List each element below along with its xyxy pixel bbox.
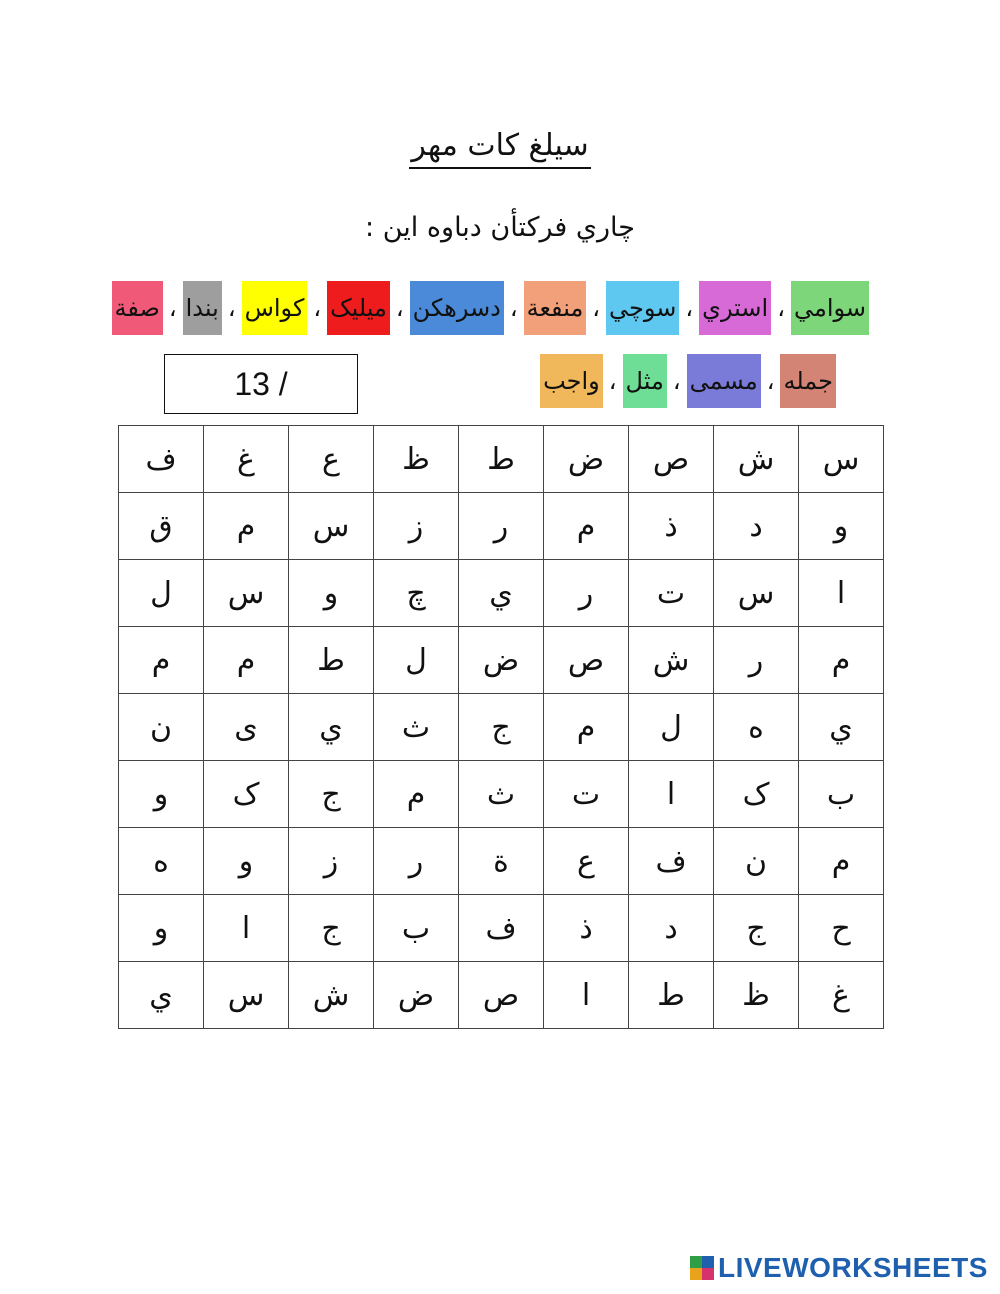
grid-row [119,761,884,828]
grid-row [119,426,884,493]
grid-cell[interactable]: م [119,627,204,694]
grid-row [119,493,884,560]
grid-cell[interactable]: ه [714,694,799,761]
grid-cell[interactable]: ف [119,426,204,493]
grid-cell[interactable]: م [544,694,629,761]
grid-cell[interactable]: س [204,962,289,1029]
target-word: مثل [623,354,667,408]
grid-cell[interactable]: ا [544,962,629,1029]
grid-cell[interactable]: ش [714,426,799,493]
grid-cell[interactable]: م [799,828,884,895]
grid-cell[interactable]: ت [629,560,714,627]
grid-row [119,560,884,627]
target-word: واجب [540,354,603,408]
grid-cell[interactable]: ة [459,828,544,895]
word-separator: ، [672,367,681,395]
grid-cell[interactable]: و [289,560,374,627]
grid-cell[interactable]: ي [119,962,204,1029]
grid-cell[interactable]: س [204,560,289,627]
grid-cell[interactable]: ط [629,962,714,1029]
grid-cell[interactable]: ص [459,962,544,1029]
target-word: مسمى [687,354,761,408]
grid-cell[interactable]: و [119,895,204,962]
grid-cell[interactable]: ل [119,560,204,627]
grid-cell[interactable]: س [289,493,374,560]
grid-cell[interactable]: ع [544,828,629,895]
grid-cell[interactable]: ج [289,761,374,828]
grid-cell[interactable]: غ [204,426,289,493]
grid-cell[interactable]: ف [459,895,544,962]
grid-cell[interactable]: ر [714,627,799,694]
grid-cell[interactable]: ذ [629,493,714,560]
grid-cell[interactable]: ذ [544,895,629,962]
grid-cell[interactable]: ا [204,895,289,962]
grid-row [119,828,884,895]
grid-cell[interactable]: ش [629,627,714,694]
word-separator: ، [685,294,694,322]
brand-name: LIVEWORKSHEETS [718,1252,988,1283]
grid-cell[interactable]: ک [714,761,799,828]
grid-cell[interactable]: د [629,895,714,962]
target-word: منفعة [524,281,587,335]
grid-cell[interactable]: ف [629,828,714,895]
grid-cell[interactable]: ط [459,426,544,493]
target-word: جمله [780,354,836,408]
grid-cell[interactable]: و [204,828,289,895]
grid-cell[interactable]: ث [459,761,544,828]
grid-cell[interactable]: ن [119,694,204,761]
grid-cell[interactable]: ظ [374,426,459,493]
word-separator: ، [509,294,518,322]
worksheet-title: سيلغ كات مهر [0,128,1000,164]
grid-cell[interactable]: ص [544,627,629,694]
target-word: سوامي [791,281,869,335]
target-word: بندا [183,281,222,335]
target-word: ميليک [327,281,390,335]
grid-cell[interactable]: ر [374,828,459,895]
grid-cell[interactable]: ح [799,895,884,962]
grid-cell[interactable]: ا [799,560,884,627]
word-separator: ، [608,367,617,395]
grid-row [119,694,884,761]
grid-cell[interactable]: ي [459,560,544,627]
grid-cell[interactable]: ل [629,694,714,761]
grid-cell[interactable]: م [204,493,289,560]
liveworksheets-logo-icon [690,1256,714,1280]
target-word: سوچي [606,281,679,335]
grid-row [119,627,884,694]
score-box: 13 / [164,354,358,414]
grid-cell[interactable]: ب [799,761,884,828]
grid-cell[interactable]: ز [374,493,459,560]
target-word: کواس [242,281,308,335]
grid-cell[interactable]: غ [799,962,884,1029]
grid-cell[interactable]: ض [544,426,629,493]
grid-cell[interactable]: م [374,761,459,828]
grid-cell[interactable]: ع [289,426,374,493]
grid-cell[interactable]: ج [714,895,799,962]
target-word: صفة [112,281,163,335]
target-word: استري [699,281,771,335]
grid-cell[interactable]: ل [374,627,459,694]
word-separator: ، [592,294,601,322]
grid-cell[interactable]: ج [459,694,544,761]
grid-cell[interactable]: م [544,493,629,560]
grid-cell[interactable]: ط [289,627,374,694]
grid-cell[interactable]: م [204,627,289,694]
grid-cell[interactable]: ص [629,426,714,493]
grid-cell[interactable]: ن [714,828,799,895]
word-separator: ، [227,294,236,322]
grid-cell[interactable]: ظ [714,962,799,1029]
grid-cell[interactable]: ت [544,761,629,828]
word-separator: ، [766,367,775,395]
grid-cell[interactable]: چ [374,560,459,627]
word-list-row-2 [540,354,836,408]
grid-cell[interactable]: م [799,627,884,694]
grid-cell[interactable]: د [714,493,799,560]
grid-cell[interactable]: ک [204,761,289,828]
grid-cell[interactable]: ي [289,694,374,761]
liveworksheets-branding [690,1250,988,1286]
grid-cell[interactable]: س [714,560,799,627]
grid-cell[interactable]: ر [544,560,629,627]
grid-cell[interactable]: و [799,493,884,560]
grid-cell[interactable]: ا [629,761,714,828]
word-search-grid[interactable] [118,425,884,1029]
grid-cell[interactable]: ض [459,627,544,694]
grid-cell[interactable]: ض [374,962,459,1029]
grid-cell[interactable]: ب [374,895,459,962]
word-separator: ، [313,294,322,322]
grid-row [119,895,884,962]
grid-cell[interactable]: ز [289,828,374,895]
grid-cell[interactable]: ق [119,493,204,560]
grid-cell[interactable]: ج [289,895,374,962]
grid-cell[interactable]: ش [289,962,374,1029]
word-separator: ، [395,294,404,322]
word-list-row-1 [112,281,870,335]
grid-cell[interactable]: ى [204,694,289,761]
target-word: دسرهكن [410,281,504,335]
grid-cell[interactable]: ي [799,694,884,761]
grid-cell[interactable]: ر [459,493,544,560]
instruction-text: چاري فركتأن دباوه اين : [365,212,635,243]
word-separator: ، [168,294,177,322]
grid-cell[interactable]: س [799,426,884,493]
grid-row [119,962,884,1029]
word-separator: ، [777,294,785,322]
grid-cell[interactable]: ه [119,828,204,895]
grid-cell[interactable]: و [119,761,204,828]
grid-cell[interactable]: ث [374,694,459,761]
